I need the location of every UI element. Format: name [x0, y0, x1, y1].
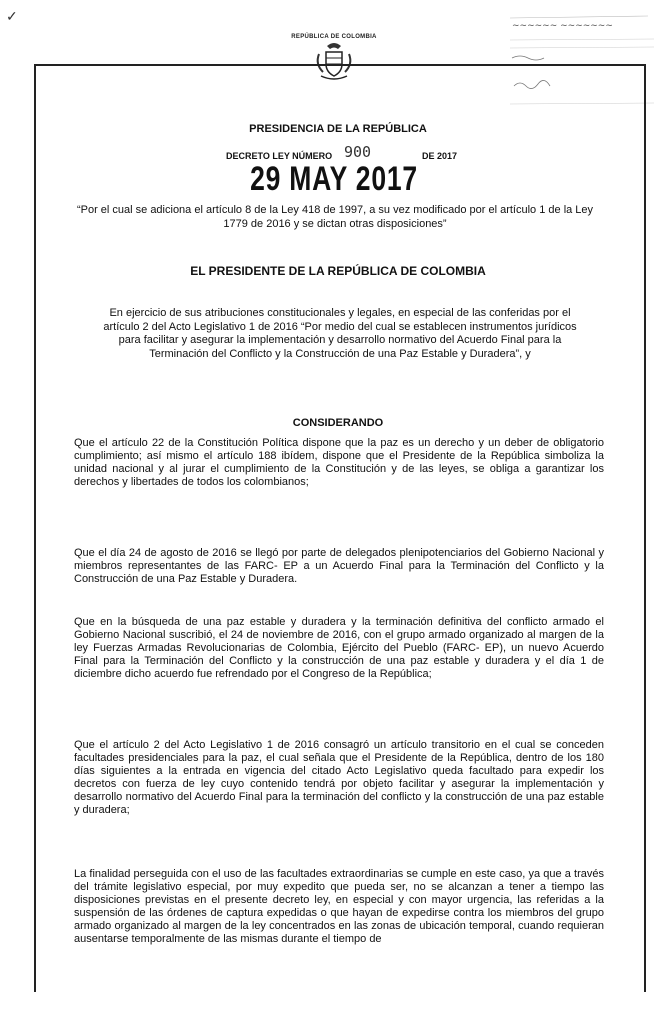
- decree-year: DE 2017: [422, 151, 458, 161]
- paragraph-1: Que el artículo 22 de la Constitución Política dispone que la paz es un derecho y un deber de obligatorio cumplimiento; así mismo el artículo 188 ibídem, dispone que el Presidente de la República simboliza la unidad nacional y al jurar el cumplimiento de la Constitución y de las leyes, se obliga a garantizar los derechos y libertades de todos los colombianos;: [74, 437, 604, 488]
- svg-text:~~~~~~ ~~~~~~~: ~~~~~~ ~~~~~~~: [512, 21, 613, 31]
- institution-title: PRESIDENCIA DE LA REPÚBLICA: [249, 123, 427, 135]
- paragraph-3: Que en la búsqueda de una paz estable y duradera y la terminación definitiva del conflicto armado el Gobierno Nacional suscribió, el 24 de noviembre de 2016, con el grupo armado organizado al margen de la ley Fuerzas Armadas Revolucionarias de Colombia, Ejército del Pueblo (FARC- EP), un nuevo Acuerdo Final para la Terminación del Conflicto y la construcción de una paz estable y duradera y el día 1 de diciembre dicho acuerdo fue refrendado por el Congreso de la República;: [74, 616, 604, 680]
- date-stamp: 29 MAY 2017: [250, 160, 418, 198]
- decree-subtitle: “Por el cual se adiciona el artículo 8 de la Ley 418 de 1997, a su vez modificado por el artículo 1 de la Ley 1779 de 2016 y se dictan otras disposiciones”: [76, 204, 594, 230]
- republica-label: REPÚBLICA DE COLOMBIA: [291, 34, 377, 40]
- considerando-heading: CONSIDERANDO: [292, 417, 384, 429]
- paragraph-2: Que el día 24 de agosto de 2016 se llegó por parte de delegados plenipotenciarios del Gobierno Nacional y miembros representantes de las FARC- EP a un Acuerdo Final para la Terminación del Conflicto y la Construcción de una Paz Estable y Duradera.: [74, 547, 604, 585]
- decree-label: DECRETO LEY NÚMERO: [226, 151, 333, 161]
- intro-paragraph: En ejercicio de sus atribuciones constitucionales y legales, en especial de las conferidas por el artículo 2 del Acto Legislativo 1 de 2016 “Por medio del cual se establecen instrumentos jurídicos para facilitar y asegurar la implementación y desarrollo normativo del Acuerdo Final para la Terminación del Conflicto y la Construcción de una Paz Estable y Duradera”, y: [103, 307, 577, 360]
- paragraph-5: La finalidad perseguida con el uso de las facultades extraordinarias se cumple en este caso, ya que a través del trámite legislativo especial, por muy expedito que pueda ser, no se alcanzan a tener a tiempo las disposiciones previstas en el presente decreto ley, en especial y con mayor urgencia, las referidas a la suspensión de las órdenes de captura expedidas o que hayan de expedirse contra los miembros del grupo armado organizado al margen de la ley concentrados en las zonas de ubicación temporal, cuando requieran ausentarse temporalmente de las mismas durante el tiempo de: [74, 868, 604, 945]
- check-mark: ✓: [6, 8, 18, 24]
- paragraph-4: Que el artículo 2 del Acto Legislativo 1 de 2016 consagró un artículo transitorio en el cual se conceden facultades presidenciales para la paz, el cual señala que el Presidente de la República, dentro de los 180 días siguientes a la entrada en vigencia del citado Acto Legislativo queda facultado para expedir los decretos con fuerza de ley cuyo contenido tendrá por objeto facilitar y asegurar la implementación y desarrollo normativo del Acuerdo Final para la terminación del conflicto y la construcción de una paz estable y duradera;: [74, 739, 604, 816]
- decree-number: 900: [344, 143, 372, 161]
- president-heading: EL PRESIDENTE DE LA REPÚBLICA DE COLOMBIA: [190, 264, 486, 278]
